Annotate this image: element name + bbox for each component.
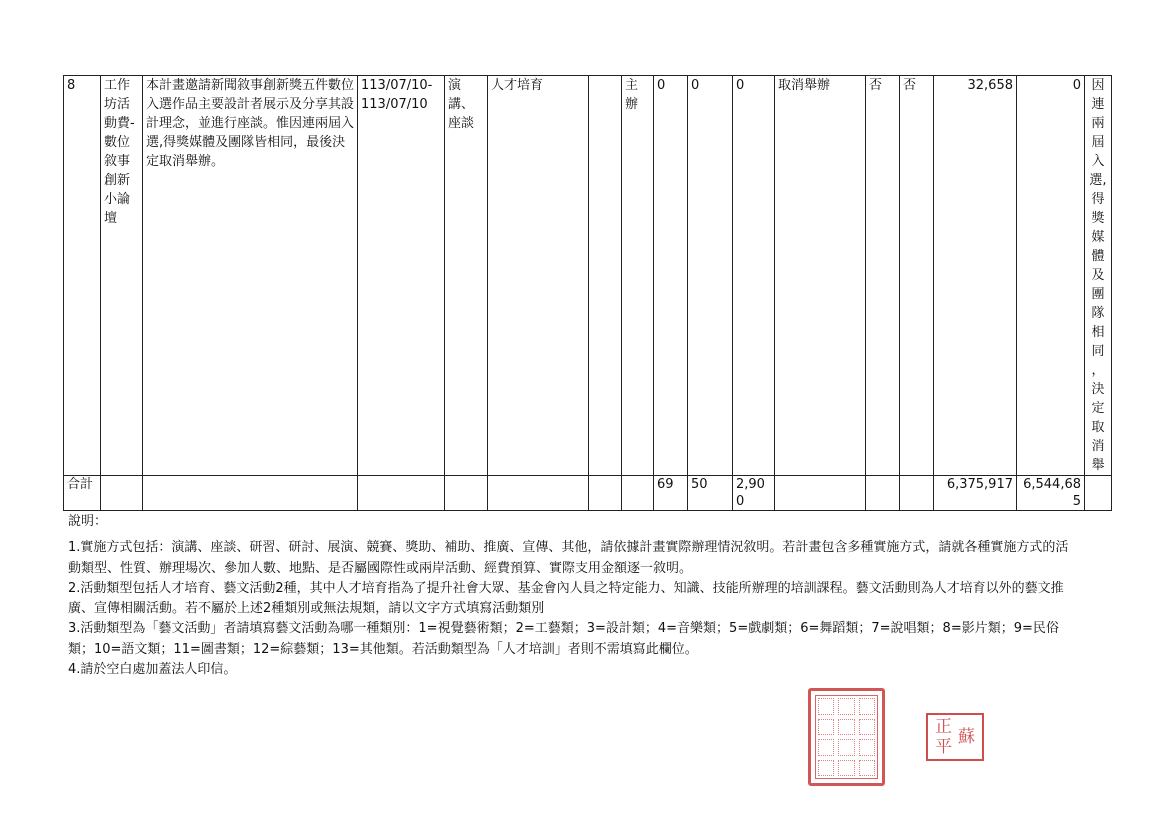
actual-spend-cell: 0: [1017, 76, 1085, 476]
total-row: [64, 476, 1112, 511]
notes-title: 說明：: [68, 514, 108, 529]
count-1-cell: 0: [654, 76, 688, 476]
implementation-method-cell: 演 講、 座談: [445, 76, 488, 476]
remark-cell: 因 連 兩 屆 入 選, 得 獎 媒 體 及 團 隊 相 同 ， 決 定 取 消 舉: [1085, 76, 1112, 476]
role-cell: 主 辦: [622, 76, 654, 476]
cross-strait-cell: 否: [900, 76, 934, 476]
count-2-cell: 0: [688, 76, 733, 476]
note-item-4: 4.請於空白處加蓋法人印信。: [68, 662, 237, 678]
row-number: 8: [64, 76, 101, 476]
total-label: 合計: [64, 476, 101, 511]
count-3-cell: 0: [733, 76, 775, 476]
budget-cell: 32,658: [934, 76, 1017, 476]
total-count-1: 69: [654, 476, 688, 511]
total-count-3: 2,900: [733, 476, 775, 511]
venue-cell: 取消舉辦: [775, 76, 866, 476]
seal-glyph-grid: [815, 695, 878, 779]
art-category-cell: [589, 76, 622, 476]
notes-section: [68, 512, 1078, 680]
note-item-3: 3.活動類型為「藝文活動」者請填寫藝文活動為哪一種類別：1=視覺藝術類；2=工藝類；3=設計類；4=音樂類；5=戲劇類；6=舞蹈類；7=說唱類；8=影片類；9=民俗類；10=語文類；11=圖書類；12=綜藝類；13=其他類。若活動類型為「人才培訓」者則不需填寫此欄位。: [68, 621, 1059, 657]
activity-description: 本計畫邀請新聞敘事創新獎五件數位入選作品主要設計者展示及分享其設計理念，並進行座談。惟因連兩屆入選,得獎媒體及團隊皆相同，最後決定取消舉辦。: [143, 76, 358, 476]
activity-name-cell: 工作 坊活 動費- 數位 敘事 創新 小論 壇: [101, 76, 143, 476]
activity-type-cell: 人才培育: [488, 76, 589, 476]
total-count-2: 50: [688, 476, 733, 511]
representative-seal-stamp: 正 平 蘇: [926, 713, 984, 761]
international-cell: 否: [866, 76, 900, 476]
total-actual: 6,544,685: [1017, 476, 1085, 511]
note-item-1: 1.實施方式包括：演講、座談、研習、研討、展演、競賽、獎助、補助、推廣、宣傳、其他，請依據計畫實際辦理情況敘明。若計畫包含多種實施方式，請就各種實施方式的活動類型、性質、辦理場次、參加人數、地點、是否屬國際性或兩岸活動、經費預算、實際支用金額逐一敘明。: [68, 540, 1069, 576]
note-item-2: 2.活動類型包括人才培育、藝文活動2種，其中人才培育指為了提升社會大眾、基金會內人員之特定能力、知識、技能所辦理的培訓課程。藝文活動則為人才培育以外的藝文推廣、宣傳相關活動。若不屬於上述2種類別或無法規類，請以文字方式填寫活動類別: [68, 580, 1064, 617]
organization-seal-stamp: [808, 688, 885, 786]
activity-date-cell: 113/07/10- 113/07/10: [358, 76, 445, 476]
table-row: [64, 76, 1112, 476]
activity-table: [63, 75, 1112, 511]
total-budget: 6,375,917: [934, 476, 1017, 511]
